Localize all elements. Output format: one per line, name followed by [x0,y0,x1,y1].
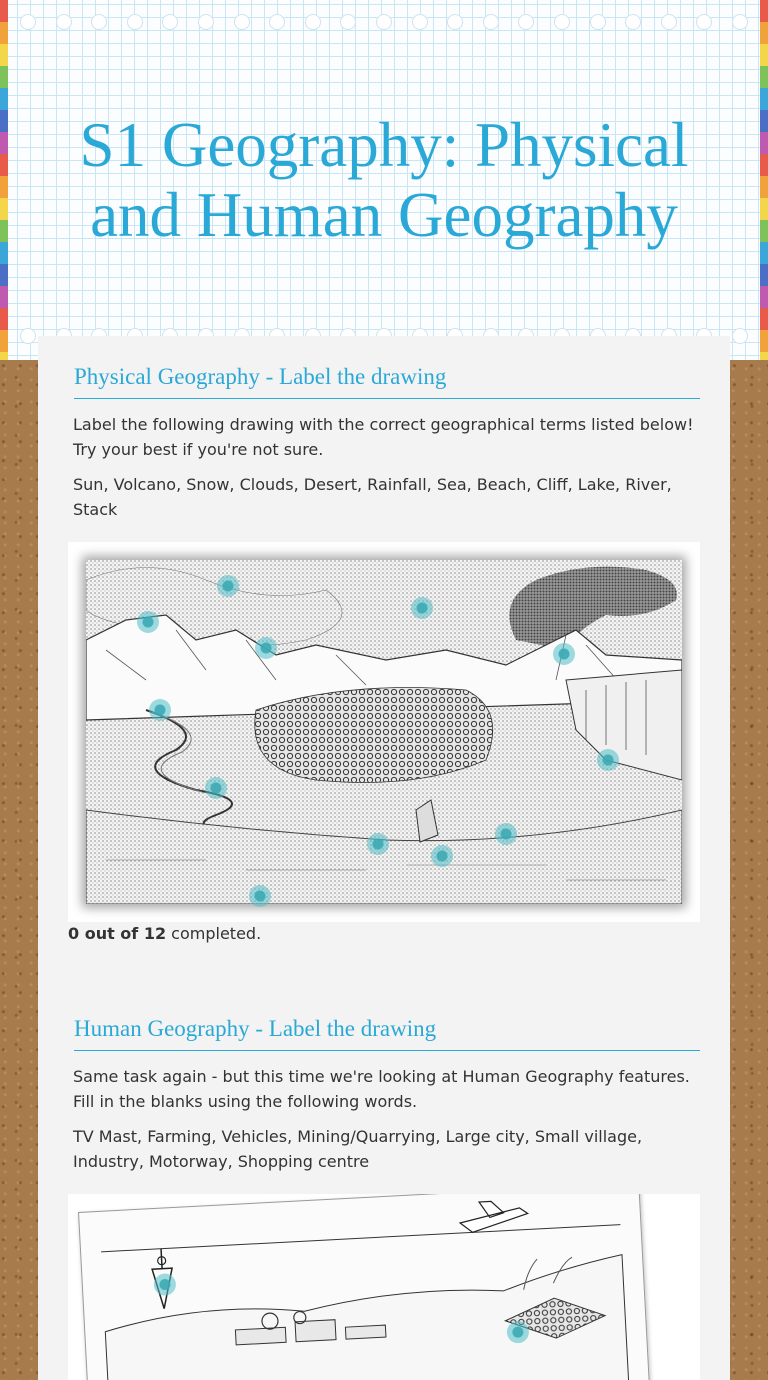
progress-suffix: completed. [166,924,262,943]
label-hotspot-4[interactable] [255,637,277,659]
label-hotspot-8[interactable] [205,777,227,799]
human-instructions: Same task again - but this time we're looking at Human Geography features. Fill in the blanks using the following words. [73,1067,690,1111]
physical-drawing-frame [68,542,700,922]
label-hotspot-2[interactable] [411,597,433,619]
label-hotspot-12[interactable] [249,885,271,907]
site-header [0,0,768,360]
physical-instructions: Label the following drawing with the correct geographical terms listed below! Try your best if you're not sure. [73,415,694,459]
physical-landscape-drawing [86,560,682,904]
physical-word-list: Sun, Volcano, Snow, Clouds, Desert, Rainfall, Sea, Beach, Cliff, Lake, River, Stack [73,475,672,519]
label-hotspot-7[interactable] [597,749,619,771]
label-hotspot-5[interactable] [553,643,575,665]
page-title: S1 Geography: Physical and Human Geography [79,110,689,250]
label-hotspot-3[interactable] [137,611,159,633]
label-hotspot-6[interactable] [149,699,171,721]
content-card [38,336,730,1380]
header-right-stripe [760,0,768,360]
physical-section-heading: Physical Geography - Label the drawing [74,364,700,399]
header-left-stripe [0,0,8,360]
human-drawing-frame [68,1194,700,1380]
notebook-holes-top [20,14,748,30]
label-hotspot-11[interactable] [431,845,453,867]
human-section-heading: Human Geography - Label the drawing [74,1016,700,1051]
label-hotspot-10[interactable] [367,833,389,855]
progress-counter [68,924,261,943]
progress-count: 0 out of 12 [68,924,167,943]
label-hotspot-1[interactable] [217,575,239,597]
human-landscape-drawing [78,1194,655,1380]
human-word-list: TV Mast, Farming, Vehicles, Mining/Quarrying, Large city, Small village, Industry, Motorway, Shopping centre [73,1127,643,1171]
label-hotspot-9[interactable] [495,823,517,845]
